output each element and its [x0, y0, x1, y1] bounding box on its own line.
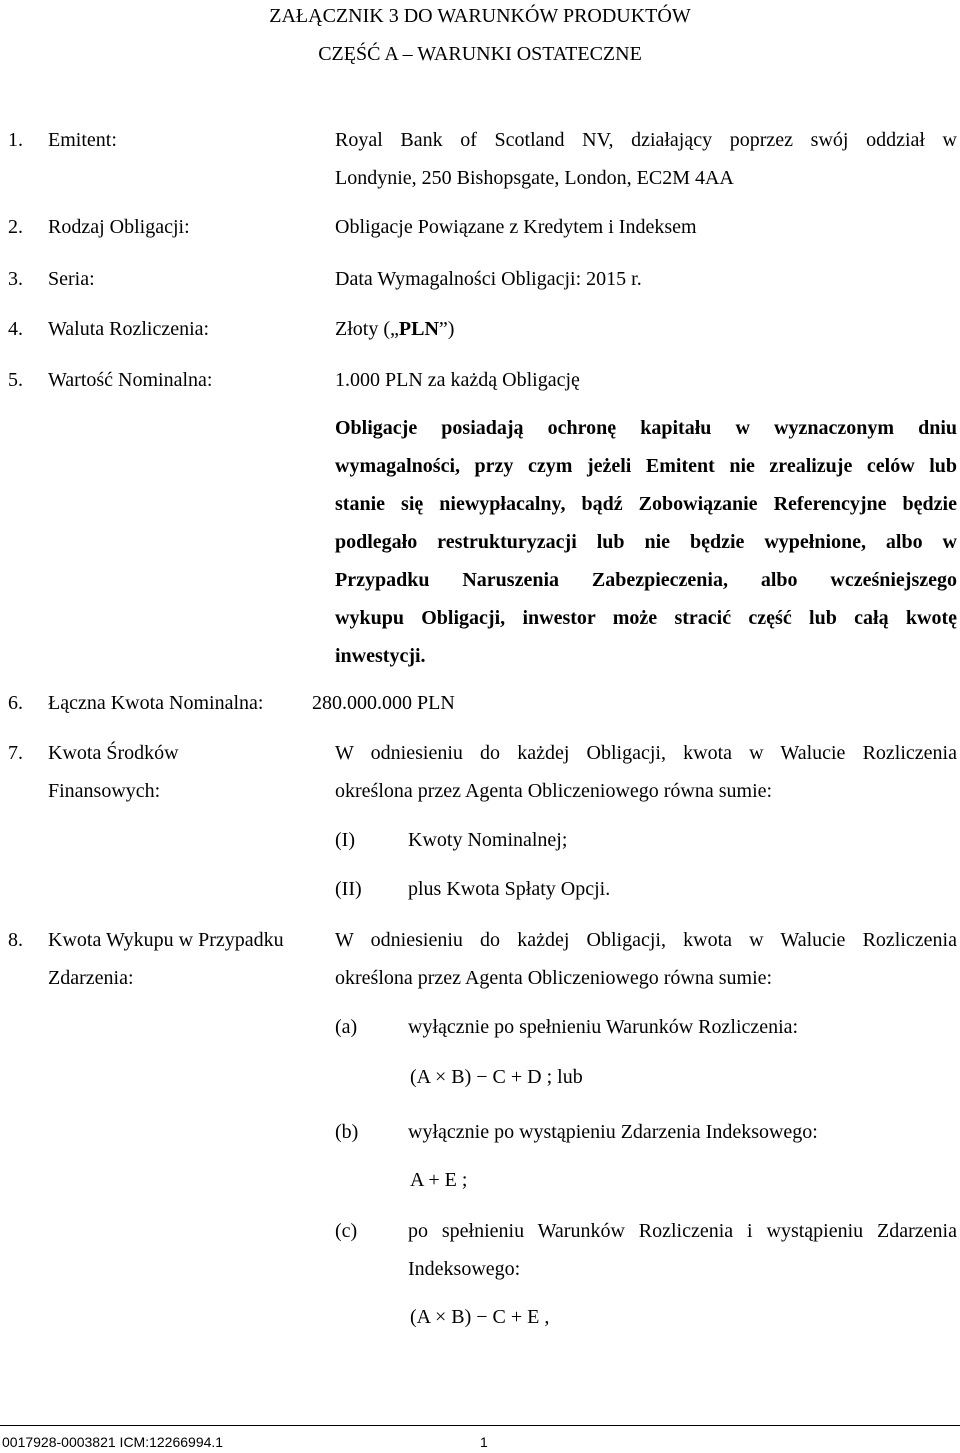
subitem-text-line1: po spełnieniu Warunków Rozliczenia i wystąpieniu Zdarzenia: [408, 1220, 957, 1242]
warning-line: wykupu Obligacji, inwestor może stracić część lub całą kwotę: [335, 607, 957, 629]
footer-page-number: 1: [480, 1434, 488, 1450]
item-value-kwota-wykupu-line2: określona przez Agenta Obliczeniowego równa sumie:: [335, 967, 773, 989]
item-label-waluta: Waluta Rozliczenia:: [48, 318, 210, 340]
warning-line: Przypadku Naruszenia Zabezpieczenia, albo wcześniejszego: [335, 569, 957, 591]
item-number: 7.: [8, 742, 23, 764]
subitem-marker: (b): [335, 1121, 359, 1143]
item-value-laczna: 280.000.000 PLN: [312, 692, 455, 714]
item-number: 3.: [8, 268, 23, 290]
subitem-marker: (a): [335, 1016, 358, 1038]
warning-line: Obligacje posiadają ochronę kapitału w wyznaczonym dniu: [335, 417, 957, 439]
formula-c: (A × B) − C + E ,: [410, 1306, 550, 1328]
subitem-marker: (c): [335, 1220, 358, 1242]
subitem-text: wyłącznie po wystąpieniu Zdarzenia Indeksowego:: [408, 1121, 818, 1143]
warning-line: stanie się niewypłacalny, bądź Zobowiązanie Referencyjne będzie: [335, 493, 957, 515]
item-number: 5.: [8, 369, 23, 391]
item-value-wartosc: 1.000 PLN za każdą Obligację: [335, 369, 580, 391]
item-label-seria: Seria:: [48, 268, 95, 290]
item-label-kwota-srodkow-line2: Finansowych:: [48, 780, 161, 802]
item-number: 8.: [8, 929, 23, 951]
footer-doc-id: 0017928-0003821 ICM:12266994.1: [2, 1434, 224, 1450]
item-value-waluta: Złoty („PLN”): [335, 318, 455, 340]
item-number: 6.: [8, 692, 23, 714]
subitem-text: plus Kwota Spłaty Opcji.: [408, 878, 611, 900]
item-label-wartosc: Wartość Nominalna:: [48, 369, 213, 391]
subitem-marker: (II): [335, 878, 362, 900]
footer-divider: [0, 1425, 960, 1426]
document-title: ZAŁĄCZNIK 3 DO WARUNKÓW PRODUKTÓW: [269, 5, 691, 27]
warning-line: wymagalności, przy czym jeżeli Emitent nie zrealizuje celów lub: [335, 455, 957, 477]
item-value-emitent-line2: Londynie, 250 Bishopsgate, London, EC2M 4AA: [335, 167, 734, 189]
item-label-kwota-srodkow: Kwota Środków: [48, 742, 179, 764]
item-label-laczna: Łączna Kwota Nominalna:: [48, 692, 264, 714]
item-value-emitent-line1: Royal Bank of Scotland NV, działający poprzez swój oddział w: [335, 129, 957, 151]
item-number: 1.: [8, 129, 23, 151]
subitem-marker: (I): [335, 829, 355, 851]
item-label-emitent: Emitent:: [48, 129, 117, 151]
item-label-rodzaj: Rodzaj Obligacji:: [48, 216, 190, 238]
formula-b: A + E ;: [410, 1169, 468, 1191]
item-value-rodzaj: Obligacje Powiązane z Kredytem i Indeksem: [335, 216, 697, 238]
subitem-text: wyłącznie po spełnieniu Warunków Rozliczenia:: [408, 1016, 799, 1038]
warning-line: inwestycji.: [335, 645, 426, 667]
item-number: 2.: [8, 216, 23, 238]
formula-a: (A × B) − C + D ; lub: [410, 1066, 583, 1088]
item-label-kwota-wykupu-line2: Zdarzenia:: [48, 967, 134, 989]
item-value-kwota-wykupu-line1: W odniesieniu do każdej Obligacji, kwota w Walucie Rozliczenia: [335, 929, 957, 951]
item-value-seria: Data Wymagalności Obligacji: 2015 r.: [335, 268, 642, 290]
item-number: 4.: [8, 318, 23, 340]
document-subtitle: CZĘŚĆ A – WARUNKI OSTATECZNE: [318, 43, 642, 65]
item-value-kwota-srodkow-line1: W odniesieniu do każdej Obligacji, kwota w Walucie Rozliczenia: [335, 742, 957, 764]
subitem-text: Kwoty Nominalnej;: [408, 829, 568, 851]
currency-code: PLN: [398, 318, 439, 340]
warning-line: podlegało restrukturyzacji lub nie będzie wypełnione, albo w: [335, 531, 957, 553]
item-label-kwota-wykupu: Kwota Wykupu w Przypadku: [48, 929, 284, 951]
item-value-kwota-srodkow-line2: określona przez Agenta Obliczeniowego równa sumie:: [335, 780, 773, 802]
subitem-text-line2: Indeksowego:: [408, 1258, 521, 1280]
